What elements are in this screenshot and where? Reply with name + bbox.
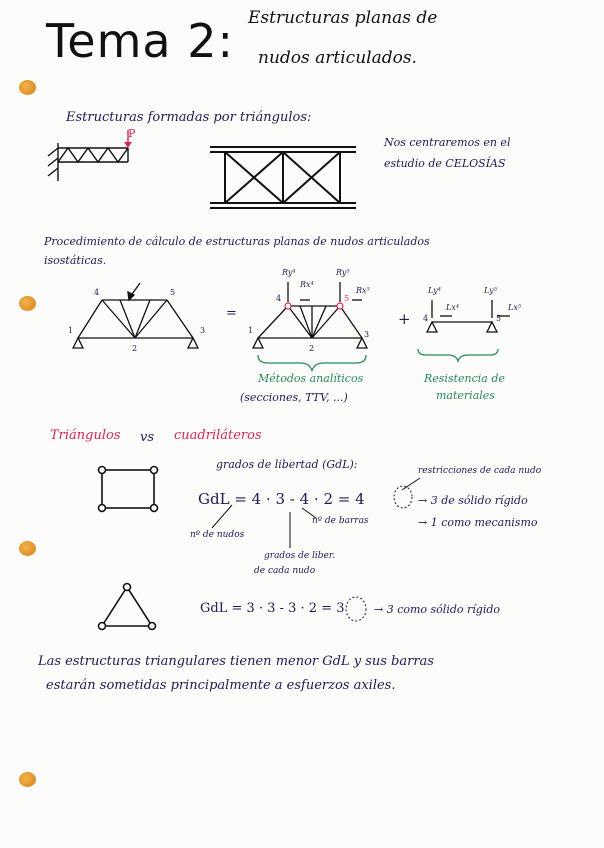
label-barras: nº de barras bbox=[312, 516, 369, 526]
gdl-formula-tri: GdL = 3 · 3 - 3 · 2 = 3 bbox=[200, 601, 345, 616]
load-label: P bbox=[128, 127, 136, 140]
methods-line1: Métodos analíticos bbox=[258, 372, 364, 385]
triangles-heading: Triángulos bbox=[50, 428, 121, 443]
quadrilateral-sketch bbox=[99, 467, 158, 512]
conclusion-line1: Las estructuras triangulares tienen menor GdL y sus barras bbox=[38, 654, 434, 669]
label-nudos: nº de nudos bbox=[190, 530, 245, 540]
bridge-truss bbox=[210, 147, 356, 208]
beam-label: Lx⁴ bbox=[446, 303, 460, 312]
node-label: 1 bbox=[248, 326, 254, 335]
gdl-result-rigid: → 3 de sólido rígido bbox=[418, 494, 528, 507]
node-label: 1 bbox=[68, 326, 74, 335]
celosias-note-line1: Nos centraremos en el bbox=[384, 136, 511, 149]
procedure-heading-line1: Procedimiento de cálculo de estructuras planas de nudos articulados bbox=[44, 235, 430, 248]
beam-label: Ly⁵ bbox=[484, 286, 497, 295]
resistance-line1: Resistencia de bbox=[424, 372, 505, 385]
label-gdl-line2: de cada nudo bbox=[254, 566, 316, 576]
page-subtitle-line1: Estructuras planas de bbox=[248, 8, 438, 28]
resistance-brace bbox=[418, 349, 498, 361]
resistance-line2: materiales bbox=[436, 389, 495, 402]
truss-loaded bbox=[73, 283, 198, 348]
methods-line2: (secciones, TTV, ...) bbox=[240, 391, 348, 404]
reaction-label: Ry⁵ bbox=[336, 268, 350, 277]
gdl-tri-result: → 3 como sólido rígido bbox=[374, 603, 501, 616]
truss-reactions bbox=[253, 282, 370, 348]
vs-heading: vs bbox=[140, 430, 155, 445]
triangle-sketch bbox=[99, 584, 156, 630]
node-label: 4 bbox=[94, 288, 100, 297]
gdl-result-mechanism: → 1 como mecanismo bbox=[418, 516, 538, 529]
node-label: 5 bbox=[344, 294, 350, 303]
page-subtitle-line2: nudos articulados. bbox=[258, 48, 417, 68]
beam-label: Lx⁵ bbox=[508, 303, 522, 312]
node-label: 4 bbox=[276, 294, 282, 303]
section1-heading: Estructuras formadas por triángulos: bbox=[66, 110, 312, 125]
equals-sign: = bbox=[226, 306, 237, 321]
node-label: 2 bbox=[309, 344, 315, 353]
reaction-label: Rx⁴ bbox=[300, 280, 314, 289]
procedure-heading-line2: isostáticas. bbox=[44, 254, 107, 267]
plus-sign: + bbox=[398, 310, 411, 328]
gdl-title: grados de libertad (GdL): bbox=[216, 458, 358, 471]
quadrilaterals-heading: cuadriláteros bbox=[174, 428, 262, 443]
node-label: 4 bbox=[423, 314, 429, 323]
label-gdl-line1: grados de liber. bbox=[264, 551, 336, 561]
node-label: 5 bbox=[496, 314, 502, 323]
node-label: 2 bbox=[132, 344, 138, 353]
node-label: 5 bbox=[170, 288, 176, 297]
cantilever-truss bbox=[48, 143, 128, 181]
reaction-label: Rx⁵ bbox=[356, 286, 370, 295]
restrictions-note: restricciones de cada nudo bbox=[418, 466, 542, 476]
node-label: 3 bbox=[364, 330, 370, 339]
methods-brace bbox=[258, 355, 366, 371]
page-title: Tema 2: bbox=[46, 14, 234, 68]
celosias-note-line2: estudio de CELOSÍAS bbox=[384, 157, 506, 170]
result-circle-2 bbox=[346, 597, 366, 621]
conclusion-line2: estarán sometidas principalmente a esfuerzos axiles. bbox=[46, 678, 396, 693]
gdl-formula-quad: GdL = 4 · 3 - 4 · 2 = 4 bbox=[198, 490, 365, 508]
node-label: 3 bbox=[200, 326, 206, 335]
beam-label: Ly⁴ bbox=[428, 286, 441, 295]
reaction-label: Ry⁴ bbox=[282, 268, 296, 277]
